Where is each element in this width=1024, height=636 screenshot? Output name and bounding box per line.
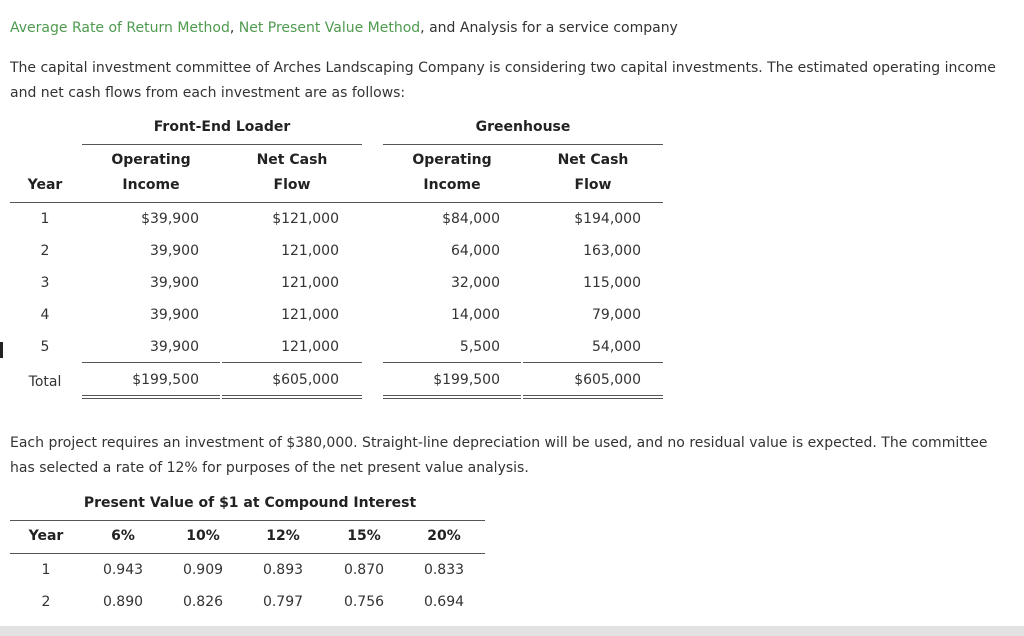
col-header-net-cash-2b: Flow <box>574 177 612 193</box>
horizontal-scrollbar[interactable] <box>0 626 1024 636</box>
table-row-3-cash-fel: 121,000 <box>281 275 339 291</box>
table-row-5-cash-gh: 54,000 <box>592 339 641 355</box>
table-row-4-op-income-gh: 14,000 <box>451 307 500 323</box>
col-header-net-cash-1b: Flow <box>273 177 311 193</box>
subtotal-rule-3 <box>383 362 521 363</box>
title-link-average-rate[interactable]: Average Rate of Return Method <box>10 20 230 36</box>
total-cash-fel: $605,000 <box>272 372 339 388</box>
title-link-npv[interactable]: Net Present Value Method <box>238 20 421 36</box>
table-row-3-op-income-gh: 32,000 <box>451 275 500 291</box>
table-row-5-op-income-gh: 5,500 <box>459 339 500 355</box>
table-row-3-year: 3 <box>40 275 50 291</box>
table-row-4-cash-gh: 79,000 <box>592 307 641 323</box>
title-rest: , and Analysis for a service company <box>420 20 678 36</box>
col-header-op-income-2a: Operating <box>412 152 492 168</box>
col-header-net-cash-1a: Net Cash <box>256 152 328 168</box>
left-edge-marker <box>0 342 3 358</box>
table-row-5-cash-fel: 121,000 <box>281 339 339 355</box>
total-double-rule-4 <box>523 395 663 399</box>
total-double-rule-2 <box>222 395 362 399</box>
intro-paragraph: The capital investment committee of Arches Landscaping Company is considering two capital investments. The estimated operating income and net cash flows from each investment are as follows: <box>10 60 996 101</box>
pv-row-2-20: 0.694 <box>423 594 465 610</box>
col-header-net-cash-2a: Net Cash <box>557 152 629 168</box>
group-header-front-end-loader: Front-End Loader <box>153 119 291 135</box>
header-rule <box>10 202 663 203</box>
pv-col-12: 12% <box>266 528 300 544</box>
table-row-3-cash-gh: 115,000 <box>583 275 641 291</box>
col-header-year: Year <box>27 177 63 193</box>
pv-row-2-year: 2 <box>41 594 51 610</box>
table-row-4-cash-fel: 121,000 <box>281 307 339 323</box>
pv-row-1-10: 0.909 <box>182 562 224 578</box>
subtotal-rule-1 <box>82 362 220 363</box>
subtotal-rule-2 <box>222 362 362 363</box>
pv-row-1-6: 0.943 <box>102 562 144 578</box>
pv-row-2-15: 0.756 <box>343 594 385 610</box>
pv-title-rule <box>10 520 485 521</box>
pv-row-1-year: 1 <box>41 562 51 578</box>
table-row-5-op-income-fel: 39,900 <box>150 339 199 355</box>
pv-col-10: 10% <box>186 528 220 544</box>
pv-row-1-12: 0.893 <box>262 562 304 578</box>
table-row-2-op-income-fel: 39,900 <box>150 243 199 259</box>
pv-col-6: 6% <box>111 528 135 544</box>
table-row-2-op-income-gh: 64,000 <box>451 243 500 259</box>
total-cash-gh: $605,000 <box>574 372 641 388</box>
total-double-rule-3 <box>383 395 521 399</box>
table-row-5-year: 5 <box>40 339 50 355</box>
total-label: Total <box>28 374 62 390</box>
total-op-income-gh: $199,500 <box>433 372 500 388</box>
pv-row-1-20: 0.833 <box>423 562 465 578</box>
table-row-2-cash-fel: 121,000 <box>281 243 339 259</box>
table-row-1-op-income-gh: $84,000 <box>442 211 500 227</box>
pv-row-1-15: 0.870 <box>343 562 385 578</box>
group-header-greenhouse: Greenhouse <box>475 119 571 135</box>
table-row-1-op-income-fel: $39,900 <box>141 211 199 227</box>
pv-row-2-6: 0.890 <box>102 594 144 610</box>
table-row-2-year: 2 <box>40 243 50 259</box>
pv-header-rule <box>10 553 485 554</box>
table-row-4-year: 4 <box>40 307 50 323</box>
subtotal-rule-4 <box>523 362 663 363</box>
group-underline-1 <box>82 144 362 145</box>
col-header-op-income-1a: Operating <box>111 152 191 168</box>
group-underline-2 <box>383 144 663 145</box>
pv-row-2-10: 0.826 <box>182 594 224 610</box>
page-title <box>10 20 678 36</box>
title-separator: , <box>229 20 239 36</box>
pv-col-20: 20% <box>427 528 461 544</box>
table-row-1-year: 1 <box>40 211 50 227</box>
table-row-2-cash-gh: 163,000 <box>583 243 641 259</box>
col-header-op-income-2b: Income <box>423 177 481 193</box>
total-double-rule-1 <box>82 395 220 399</box>
table-row-1-cash-fel: $121,000 <box>272 211 339 227</box>
pv-table-title: Present Value of $1 at Compound Interest <box>83 495 417 511</box>
pv-row-2-12: 0.797 <box>262 594 304 610</box>
table-row-4-op-income-fel: 39,900 <box>150 307 199 323</box>
note-paragraph: Each project requires an investment of $380,000. Straight-line depreciation will be used, and no residual value is expected. The committee has selected a rate of 12% for purposes of the net present value analysis. <box>10 435 988 476</box>
table-row-1-cash-gh: $194,000 <box>574 211 641 227</box>
pv-col-15: 15% <box>347 528 381 544</box>
table-row-3-op-income-fel: 39,900 <box>150 275 199 291</box>
col-header-op-income-1b: Income <box>122 177 180 193</box>
total-op-income-fel: $199,500 <box>132 372 199 388</box>
pv-col-year: Year <box>28 528 64 544</box>
